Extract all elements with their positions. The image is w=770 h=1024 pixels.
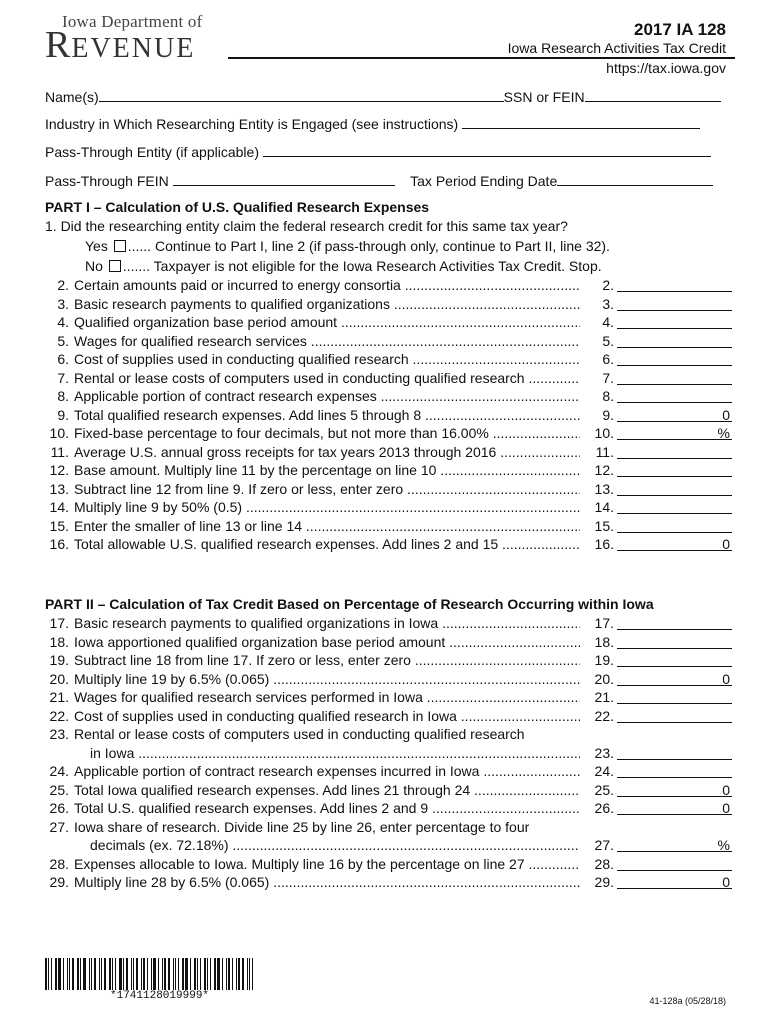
line-number: 18. bbox=[49, 633, 69, 650]
no-text: ....... Taxpayer is not eligible for the Iowa Research Activities Tax Credit. Stop. bbox=[122, 258, 602, 274]
ssn-field[interactable] bbox=[585, 88, 721, 102]
barcode-bar bbox=[217, 958, 220, 990]
line-reference: 27. bbox=[594, 837, 614, 853]
barcode-bar bbox=[158, 958, 159, 990]
line-description: Expenses allocable to Iowa. Multiply line 16 by the percentage on line 27 ..... bbox=[74, 856, 580, 872]
line-amount-field[interactable] bbox=[617, 499, 732, 514]
line-reference: 9. bbox=[602, 406, 614, 423]
form-line bbox=[45, 634, 735, 653]
line-description: Total qualified research expenses. Add lines 5 through 8 ..... bbox=[74, 407, 580, 423]
barcode-bar bbox=[101, 958, 102, 990]
form-line bbox=[45, 296, 735, 315]
barcode-bar bbox=[119, 958, 122, 990]
name-label: Name(s) bbox=[45, 89, 99, 105]
line-number: 7. bbox=[57, 369, 69, 386]
passthrough-row bbox=[45, 143, 711, 160]
barcode-bar bbox=[153, 958, 156, 990]
form-id: 2017 IA 128 bbox=[634, 20, 726, 39]
industry-row bbox=[45, 115, 700, 132]
line-amount-field[interactable] bbox=[617, 277, 732, 292]
barcode-bar bbox=[214, 958, 216, 990]
line-number: 20. bbox=[49, 670, 69, 687]
barcode-bar bbox=[222, 958, 223, 990]
line-amount-field[interactable] bbox=[617, 652, 732, 667]
line-amount-field[interactable]: 0 bbox=[617, 671, 732, 686]
barcode-bar bbox=[182, 958, 184, 990]
line-description: Subtract line 18 from line 17. If zero or less, enter zero ..... bbox=[74, 652, 580, 668]
barcode-bar bbox=[247, 958, 248, 990]
line-reference: 14. bbox=[594, 499, 614, 515]
form-line bbox=[45, 874, 735, 893]
line-number: 6. bbox=[57, 351, 69, 367]
line-amount-field[interactable] bbox=[617, 351, 732, 366]
passthrough-fein-field[interactable] bbox=[173, 172, 395, 186]
logo-rest: EVENUE bbox=[71, 33, 196, 64]
line-amount-field[interactable]: 0 bbox=[617, 800, 732, 815]
line-number: 8. bbox=[57, 388, 69, 404]
industry-label: Industry in Which Researching Entity is Engaged (see instructions) bbox=[45, 116, 459, 132]
line-amount-field[interactable]: 0 bbox=[617, 782, 732, 797]
line-number: 14. bbox=[49, 499, 69, 515]
barcode-bar bbox=[197, 958, 198, 990]
line-number: 26. bbox=[49, 800, 69, 816]
line-reference: 3. bbox=[602, 295, 614, 312]
line-description: Cost of supplies used in conducting qualified research ..... bbox=[74, 351, 580, 367]
industry-field[interactable] bbox=[462, 115, 700, 129]
barcode-bar bbox=[228, 958, 230, 990]
line-reference: 7. bbox=[602, 369, 614, 386]
line-description: Certain amounts paid or incurred to energy consortia ..... bbox=[74, 277, 580, 293]
logo-initial: R bbox=[45, 24, 72, 66]
line-description: Multiply line 9 by 50% (0.5) ..... bbox=[74, 499, 580, 515]
line-description: Enter the smaller of line 13 or line 14 ..... bbox=[74, 518, 580, 534]
yes-text: ...... Continue to Part I, line 2 (if pass-through only, continue to Part II, line 32). bbox=[127, 238, 610, 254]
line-amount-field[interactable] bbox=[617, 481, 732, 496]
line-number: 9. bbox=[57, 406, 69, 423]
barcode-bar bbox=[143, 958, 145, 990]
barcode-bar bbox=[91, 958, 92, 990]
line-amount-field[interactable] bbox=[617, 296, 732, 311]
barcode-bar bbox=[168, 958, 170, 990]
no-row bbox=[85, 258, 602, 274]
form-line bbox=[45, 351, 735, 370]
barcode-bar bbox=[104, 958, 106, 990]
barcode-bar bbox=[207, 958, 208, 990]
line-reference: 29. bbox=[594, 874, 614, 890]
line-number: 11. bbox=[50, 443, 69, 460]
line-desc-first: Rental or lease costs of computers used in conducting qualified research bbox=[74, 726, 525, 742]
line-description: Multiply line 28 by 6.5% (0.065) ..... bbox=[74, 874, 580, 890]
barcode-bar bbox=[210, 958, 211, 990]
barcode-bar bbox=[126, 958, 128, 990]
line-amount-field[interactable]: 0 bbox=[617, 536, 732, 551]
line-description: Basic research payments to qualified organizations ..... bbox=[74, 296, 580, 312]
barcode-bar bbox=[173, 958, 174, 990]
line-reference: 26. bbox=[594, 800, 614, 816]
form-line bbox=[45, 763, 735, 782]
line-reference: 17. bbox=[594, 615, 614, 631]
fein-row bbox=[45, 172, 713, 189]
line-reference: 10. bbox=[594, 425, 614, 441]
form-line bbox=[45, 462, 735, 481]
line-number: 12. bbox=[49, 462, 69, 478]
ssn-label: SSN or FEIN bbox=[503, 89, 585, 105]
name-field[interactable] bbox=[99, 88, 504, 102]
line-amount-field[interactable] bbox=[617, 745, 732, 760]
line-amount-field[interactable] bbox=[617, 634, 732, 649]
form-line bbox=[45, 333, 735, 352]
line-number-continued: 27. bbox=[49, 818, 69, 835]
line-amount-field[interactable] bbox=[617, 856, 732, 871]
line-amount-field[interactable] bbox=[617, 444, 732, 459]
line-number: 17. bbox=[49, 615, 69, 631]
line-description: Rental or lease costs of computers used in conducting qualified research ..... bbox=[74, 370, 580, 386]
form-line bbox=[45, 782, 735, 801]
barcode-bar bbox=[115, 958, 116, 990]
line-description: Iowa apportioned qualified organization base period amount ..... bbox=[74, 634, 580, 650]
barcode-bar bbox=[67, 958, 68, 990]
line-number: 2. bbox=[57, 277, 69, 293]
barcode-bar bbox=[200, 958, 201, 990]
form-line bbox=[45, 837, 735, 856]
line-reference: 25. bbox=[594, 781, 614, 798]
line-reference: 6. bbox=[602, 351, 614, 367]
line-description: Basic research payments to qualified organizations in Iowa ..... bbox=[74, 615, 580, 631]
form-line bbox=[45, 481, 735, 500]
line-number: 13. bbox=[49, 480, 69, 497]
barcode-bar bbox=[232, 958, 233, 990]
line-description: Average U.S. annual gross receipts for tax years 2013 through 2016 ..... bbox=[74, 444, 580, 460]
line-amount-field[interactable] bbox=[617, 388, 732, 403]
line-number: 29. bbox=[49, 874, 69, 890]
form-line bbox=[45, 671, 735, 690]
barcode-bar bbox=[238, 958, 240, 990]
form-line bbox=[45, 536, 735, 555]
line-description: Base amount. Multiply line 11 by the percentage on line 10 ..... bbox=[74, 462, 580, 478]
line-description: Applicable portion of contract research expenses ..... bbox=[74, 388, 580, 404]
line-description: Cost of supplies used in conducting qualified research in Iowa ..... bbox=[74, 708, 580, 724]
barcode-bar bbox=[162, 958, 163, 990]
barcode-bar bbox=[99, 958, 100, 990]
barcode-bar bbox=[242, 958, 244, 990]
line-reference: 20. bbox=[594, 670, 614, 687]
barcode-bar bbox=[83, 958, 86, 990]
line-amount-field[interactable] bbox=[617, 370, 732, 385]
barcode-bar bbox=[147, 958, 148, 990]
line-description: in Iowa ..... bbox=[90, 745, 580, 761]
line-amount-field[interactable] bbox=[617, 518, 732, 533]
barcode-bar bbox=[48, 958, 49, 990]
line-description: Total U.S. qualified research expenses. Add lines 2 and 9 ..... bbox=[74, 800, 580, 816]
yes-label: Yes bbox=[85, 238, 108, 254]
line-reference: 15. bbox=[594, 517, 614, 534]
form-line bbox=[45, 652, 735, 671]
line-description: Total Iowa qualified research expenses. Add lines 21 through 24 ..... bbox=[74, 782, 580, 798]
line-number: 16. bbox=[49, 536, 69, 552]
line-description: Total allowable U.S. qualified research expenses. Add lines 2 and 15 ..... bbox=[74, 536, 580, 552]
barcode-bar bbox=[236, 958, 237, 990]
line-reference: 8. bbox=[602, 388, 614, 404]
line-reference: 18. bbox=[594, 633, 614, 650]
line-amount-field[interactable] bbox=[617, 462, 732, 477]
line-reference: 21. bbox=[594, 689, 614, 705]
line-amount-field[interactable] bbox=[617, 689, 732, 704]
line-amount-field[interactable] bbox=[617, 708, 732, 723]
form-line bbox=[45, 708, 735, 727]
barcode-bar bbox=[58, 958, 61, 990]
no-checkbox[interactable] bbox=[109, 260, 121, 272]
form-title: Iowa Research Activities Tax Credit bbox=[507, 40, 726, 56]
line-amount-field[interactable]: 0 bbox=[617, 407, 732, 422]
barcode-bar bbox=[178, 958, 179, 990]
line-number: 15. bbox=[49, 517, 69, 534]
line-amount-field[interactable] bbox=[617, 763, 732, 778]
barcode-bar bbox=[94, 958, 96, 990]
line-reference: 11. bbox=[595, 443, 614, 460]
barcode-bar bbox=[204, 958, 206, 990]
line-reference: 5. bbox=[602, 332, 614, 349]
barcode-bar bbox=[226, 958, 227, 990]
form-line bbox=[45, 499, 735, 518]
line-number: 25. bbox=[49, 781, 69, 798]
line-number: 28. bbox=[49, 855, 69, 872]
passthrough-fein-label: Pass-Through FEIN bbox=[45, 173, 169, 189]
barcode-bar bbox=[164, 958, 166, 990]
line-description: Fixed-base percentage to four decimals, but not more than 16.00% ..... bbox=[74, 425, 580, 441]
form-line bbox=[45, 277, 735, 296]
line-reference: 13. bbox=[594, 480, 614, 497]
line-description: Applicable portion of contract research expenses incurred in Iowa ..... bbox=[74, 763, 580, 779]
logo-agency-name: Iowa Department of bbox=[62, 12, 203, 31]
barcode-bar bbox=[175, 958, 176, 990]
line-description: decimals (ex. 72.18%) ..... bbox=[90, 837, 580, 853]
line-reference: 4. bbox=[602, 314, 614, 330]
line-number: 10. bbox=[49, 425, 69, 441]
barcode-bar bbox=[123, 958, 124, 990]
barcode-bar bbox=[77, 958, 79, 990]
line-reference: 19. bbox=[594, 652, 614, 668]
line-description: Wages for qualified research services ..... bbox=[74, 333, 580, 349]
barcode-bar bbox=[141, 958, 142, 990]
name-row bbox=[45, 88, 721, 105]
revision-code: 41-128a (05/28/18) bbox=[649, 996, 726, 1006]
barcode-bar bbox=[252, 958, 253, 990]
form-line bbox=[45, 425, 735, 444]
line-description: Wages for qualified research services performed in Iowa ..... bbox=[74, 689, 580, 705]
line-number: 21. bbox=[49, 689, 69, 705]
barcode-bar bbox=[151, 958, 152, 990]
form-url: https://tax.iowa.gov bbox=[606, 60, 726, 76]
line-number: 22. bbox=[49, 707, 69, 724]
logo-revenue bbox=[45, 26, 195, 68]
barcode-bar bbox=[80, 958, 81, 990]
line-reference: 22. bbox=[594, 707, 614, 724]
form-line bbox=[45, 800, 735, 819]
tax-period-field[interactable] bbox=[557, 172, 713, 186]
barcode-text: *1741128019999* bbox=[110, 990, 210, 1002]
barcode-bar bbox=[72, 958, 74, 990]
form-line bbox=[45, 370, 735, 389]
barcode-bar bbox=[133, 958, 134, 990]
barcode-bar bbox=[190, 958, 191, 990]
line-reference: 23. bbox=[594, 744, 614, 761]
yes-checkbox[interactable] bbox=[114, 240, 126, 252]
line-amount-field[interactable]: % bbox=[617, 837, 732, 852]
header-rule bbox=[228, 57, 735, 59]
no-label: No bbox=[85, 258, 103, 274]
passthrough-field[interactable] bbox=[263, 143, 711, 157]
form-line bbox=[45, 615, 735, 634]
tax-period-label: Tax Period Ending Date bbox=[410, 173, 558, 189]
barcode-bar bbox=[45, 958, 47, 990]
line-number-continued: 23. bbox=[49, 726, 69, 742]
line-number: 5. bbox=[57, 332, 69, 349]
line-amount-field[interactable] bbox=[617, 333, 732, 348]
line-amount-field[interactable]: % bbox=[617, 425, 732, 440]
line-reference: 24. bbox=[594, 763, 614, 779]
form-line bbox=[45, 388, 735, 407]
barcode-bar bbox=[109, 958, 111, 990]
line-number: 19. bbox=[49, 652, 69, 668]
barcode-bar bbox=[185, 958, 188, 990]
form-line bbox=[45, 745, 735, 764]
line-description: Multiply line 19 by 6.5% (0.065) ..... bbox=[74, 671, 580, 687]
line-number: 24. bbox=[49, 763, 69, 779]
barcode-bar bbox=[249, 958, 250, 990]
form-line bbox=[45, 856, 735, 875]
form-line bbox=[45, 407, 735, 426]
line-description: Qualified organization base period amount ..... bbox=[74, 314, 580, 330]
line-number: 3. bbox=[57, 295, 69, 312]
line-number: 4. bbox=[57, 314, 69, 330]
line-reference: 12. bbox=[594, 462, 614, 478]
form-line bbox=[45, 444, 735, 463]
line-description: Subtract line 12 from line 9. If zero or less, enter zero ..... bbox=[74, 481, 580, 497]
line-amount-field[interactable]: 0 bbox=[617, 874, 732, 889]
line-reference: 16. bbox=[594, 536, 614, 552]
barcode-bar bbox=[63, 958, 64, 990]
barcode-bar bbox=[112, 958, 113, 990]
line-desc-first: Iowa share of research. Divide line 25 by line 26, enter percentage to four bbox=[74, 818, 530, 835]
question-1: 1. Did the researching entity claim the federal research credit for this same tax year? bbox=[45, 218, 568, 234]
passthrough-label: Pass-Through Entity (if applicable) bbox=[45, 144, 259, 160]
part2-title: PART II – Calculation of Tax Credit Based on Percentage of Research Occurring within Iowa bbox=[45, 596, 654, 612]
line-amount-field[interactable] bbox=[617, 615, 732, 630]
form-line bbox=[45, 518, 735, 537]
barcode-bar bbox=[136, 958, 138, 990]
barcode-bar bbox=[51, 958, 52, 990]
form-line bbox=[45, 314, 735, 333]
barcode bbox=[45, 958, 267, 990]
line-reference: 28. bbox=[594, 855, 614, 872]
barcode-bar bbox=[89, 958, 90, 990]
line-reference: 2. bbox=[602, 277, 614, 293]
barcode-bar bbox=[55, 958, 57, 990]
yes-row bbox=[85, 238, 610, 254]
barcode-bar bbox=[131, 958, 132, 990]
part1-title: PART I – Calculation of U.S. Qualified Research Expenses bbox=[45, 199, 430, 215]
barcode-bar bbox=[194, 958, 196, 990]
line-amount-field[interactable] bbox=[617, 314, 732, 329]
barcode-bar bbox=[69, 958, 70, 990]
form-line bbox=[45, 689, 735, 708]
